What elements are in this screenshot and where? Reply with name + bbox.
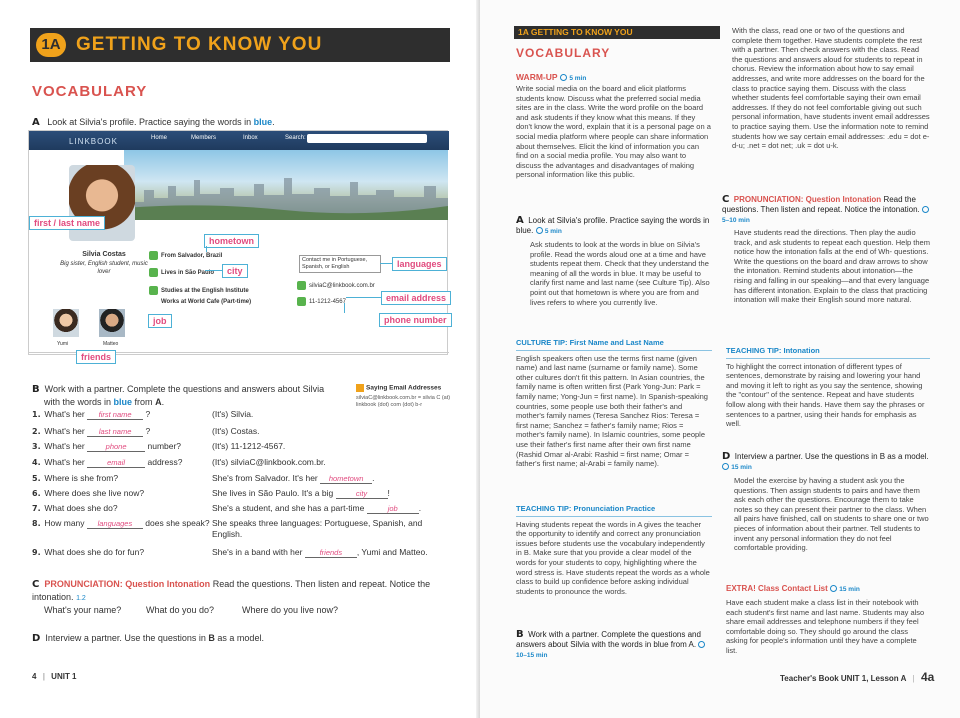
answer-text: She speaks three languages: Portuguese, Spanish, and English.	[212, 518, 423, 539]
c-notes: Have students read the directions. Then play the audio track, and ask students to repeat each question. Help them notice how the intonation falls at the end of Wh- questions. Write the questions on the board and draw arrows to show the intonation. Remind students about intonation—the rising and falling in our speaking—and that every language has different intonation. Explain to the class that practicing intonation will make their English sound more natural.	[734, 228, 930, 305]
answer-blank[interactable]: city	[336, 489, 388, 499]
friend-name-yumi: Yumi	[57, 341, 69, 347]
profile-nav-bar	[29, 131, 449, 150]
section-a-instruction: A Look at Silvia's profile. Practice saying the words in blue.	[32, 117, 275, 128]
email-tip-title: Saying Email Addresses	[356, 384, 452, 392]
answer-text: (It's) silviaC@linkbook.com.br.	[212, 457, 326, 467]
answer-blank[interactable]: last name	[87, 427, 143, 437]
clock-icon	[722, 463, 729, 470]
question-row: 7. What does she do? She's a student, and she has a part-time job .	[32, 503, 452, 514]
audio-icon[interactable]: 1.2	[76, 595, 86, 602]
tag-languages: languages	[392, 257, 447, 271]
answer-blank[interactable]: languages	[87, 519, 143, 529]
lesson-title: GETTING TO KNOW YOU	[76, 34, 323, 55]
linkbook-logo: LINKBOOK	[69, 137, 118, 146]
section-b-instruction: B Work with a partner. Complete the questions and answers about Silvia with the words in blue from A.	[32, 384, 325, 407]
question-row: 6. Where does she live now? She lives in São Paulo. It's a big city !	[32, 488, 452, 499]
clock-icon	[560, 74, 567, 81]
profile-lives: Lives in São Paulo	[149, 268, 214, 277]
culture-tip-heading: CULTURE TIP: First Name and Last Name	[516, 338, 712, 351]
pronunciation-tip-text: Having students repeat the words in A gives the teacher the opportunity to identify and correct any pronunciation issues before students use the vocabulary independently in B. Make sure that you provide a clear model of the words for your students to copy, highlighting where the word stress is. Have students repeat the words as a whole class to build up confidence before asking individual students to pronounce the words.	[516, 519, 710, 596]
nav-home[interactable]: Home	[151, 135, 168, 141]
clock-icon	[922, 206, 929, 213]
culture-tip-text: English speakers often use the terms first name (given name) and last name (surname or family name). Some other cultures don't fit this pattern. In Asian countries, the family name is often written first (Park Yong-Jun: Park = family name; Yong-Jun = first name). In Spanish-speaking countries, some people use both their father's and mother's family names (Teresa Sanchez Rios: Teresa = first name; Sanchez = father's family name; Rios = mother's family name). In Islamic countries, some people use their father's first name after their own first name (Rashid Omar al-Arabi: Rashid = first name; Omar = father's first name; al-Arabi = family name).	[516, 353, 708, 469]
location-icon	[149, 268, 158, 277]
question-row: 3. What's her phone number? (It's) 11-1212-4567.	[32, 441, 452, 452]
tag-first-last-name: first / last name	[29, 216, 105, 230]
profile-from: From Salvador, Brazil	[149, 251, 222, 260]
section-c-instruction: C PRONUNCIATION: Question Intonation Read the questions. Then listen and repeat. Notice the intonation. 1.2	[32, 579, 431, 602]
pronunciation-tip	[516, 504, 712, 596]
info-icon	[356, 384, 364, 392]
profile-name: Silvia Costas	[82, 251, 126, 258]
clock-icon	[830, 585, 837, 592]
right-lesson-banner: 1A GETTING TO KNOW YOU	[514, 26, 720, 39]
right-vocab-heading: VOCABULARY	[516, 46, 611, 60]
tag-friends: friends	[76, 350, 116, 364]
a-heading: A Look at Silvia's profile. Practice saying the words in blue. 5 min	[516, 215, 710, 235]
friend-photo-yumi	[53, 309, 79, 337]
book-label: Teacher's Book UNIT 1, Lesson A	[780, 674, 907, 683]
question-row: 9. What does she do for fun? She's in a band with her friends , Yumi and Matteo.	[32, 547, 452, 558]
vocabulary-heading: VOCABULARY	[32, 83, 148, 100]
mail-icon	[297, 281, 306, 290]
answer-blank[interactable]: job	[367, 504, 419, 514]
answer-text: She lives in São Paulo. It's a big city !	[212, 488, 390, 498]
tag-email-address: email address	[381, 291, 451, 305]
intonation-tip-heading: TEACHING TIP: Intonation	[726, 346, 930, 359]
tag-city: city	[222, 264, 248, 278]
home-icon	[149, 251, 158, 260]
question-row: 8. How many languages does she speak? She speaks three languages: Portuguese, Spanish, and English.	[32, 518, 452, 529]
answer-blank[interactable]: phone	[87, 442, 145, 452]
question-row: 4. What's her email address? (It's) silviaC@linkbook.com.br.	[32, 457, 452, 468]
profile-bio: Big sister, English student, music lover	[60, 261, 148, 275]
clock-icon	[536, 227, 543, 234]
question-row: 2. What's her last name ? (It's) Costas.	[32, 426, 452, 437]
d-heading: D Interview a partner. Use the questions in B as a model. 15 min	[722, 451, 929, 471]
answer-blank[interactable]: email	[87, 458, 145, 468]
culture-tip	[516, 338, 712, 469]
clock-icon	[698, 641, 705, 648]
nav-search-label: Search:	[285, 135, 306, 141]
skyline-banner	[124, 150, 448, 220]
tag-job: job	[148, 314, 172, 328]
page-number-right: 4a	[920, 670, 935, 684]
tag-hometown: hometown	[204, 234, 259, 248]
question-row: 1. What's her first name ? (It's) Silvia.	[32, 409, 452, 420]
answer-blank[interactable]: hometown	[320, 474, 372, 484]
profile-works: Works at World Cafe (Part-time)	[161, 299, 252, 305]
school-icon	[149, 286, 158, 295]
c-heading: C PRONUNCIATION: Question Intonation Read the questions. Then listen and repeat. Notice the intonation. 5–10 min	[722, 195, 930, 226]
email-tip-box	[356, 384, 452, 409]
answer-text: (It's) Silvia.	[212, 409, 254, 419]
profile-studies: Studies at the English Institute	[149, 286, 249, 295]
section-d-instruction: D Interview a partner. Use the questions in B as a model.	[32, 633, 264, 644]
pronunciation-tip-heading: TEACHING TIP: Pronunciation Practice	[516, 504, 712, 517]
profile-phone: 11-1212-4567	[297, 297, 346, 306]
page-number-left: 4	[32, 672, 37, 681]
answer-text: She's from Salvador. It's her hometown .	[212, 473, 375, 483]
answer-blank[interactable]: first name	[87, 410, 143, 420]
answer-text: She's a student, and she has a part-time job .	[212, 503, 422, 513]
email-tip-text: silviaC@linkbook.com.br = silvia C (at) linkbook (dot) com (dot) b-r	[356, 395, 451, 408]
answer-text: She's in a band with her friends , Yumi and Matteo.	[212, 547, 428, 557]
d-notes: Model the exercise by having a student ask you the questions. Then assign students to pairs and have them ask each other the questions. Encourage them to take notes so they can present their partner to the class. When all pairs have finished, call on students to share one or two pieces of information about their partner. Tell students to invent any personal information they do not feel comfortable providing.	[734, 476, 929, 553]
profile-contact: Contact me in Portuguese, Spanish, or English	[299, 255, 381, 273]
lesson-badge: 1A	[36, 33, 66, 57]
b-heading: B Work with a partner. Complete the questions and answers about Silvia with the words in blue from A. 10–15 min	[516, 630, 712, 661]
extra-text: Have each student make a class list in their notebook with each student's first name and last name. Students may also share email addresses and telephone numbers if they feel comfortable doing so. They should go around the class asking for people's information until they have a complete list.	[726, 598, 925, 655]
left-footer: 4 | UNIT 1	[32, 672, 77, 681]
right-footer: Teacher's Book UNIT 1, Lesson A | 4a	[780, 670, 935, 684]
extra-heading: EXTRA! Class Contact List 15 min	[726, 584, 860, 593]
phone-icon	[297, 297, 306, 306]
search-input[interactable]	[307, 134, 427, 143]
warmup-text: Write social media on the board and elicit platforms students know. Discuss what the preferred social media sites are in the class. Write the word profile on the board and ask students if they know what this means. If they don't know the word, explain that it is a personal page on a social media platform where people can share information about themselves. Elicit the kind of information you can find on a social media profile. You may also want to discuss the advantages and disadvantages of making personal information like this public.	[516, 84, 711, 180]
tag-phone-number: phone number	[379, 313, 452, 327]
answer-blank[interactable]: friends	[305, 548, 357, 558]
profile-email: silviaC@linkbook.com.br	[297, 281, 375, 290]
teacher-book-page	[480, 0, 960, 718]
question-row: 5. Where is she from? She's from Salvador. It's her hometown .	[32, 473, 452, 484]
warmup-heading: WARM-UP 5 min	[516, 72, 587, 82]
c-question-1: What's your name?	[44, 605, 122, 615]
intonation-tip-text: To highlight the correct intonation of different types of sentences, demonstrate by raising and lowering your hand and moving it left to right as you say the sentence, showing the "contour" of the sentence. Repeat and have students follow along with their hands. Have them say the phrases or sentences to a partner, using their hands for emphasis as well.	[726, 361, 925, 429]
friend-name-matteo: Matteo	[103, 341, 119, 347]
a-notes: Ask students to look at the words in blue on Silvia's profile. Read the words aloud one at a time and have students repeat them. Check that they understand the meaning of all the words in blue. It may be useful to clarify first name and last name (see Culture Tip). Also point out that hometown is where you are from and lives refers to where you currently live.	[530, 240, 710, 307]
friend-photo-matteo	[99, 309, 125, 337]
unit-label: UNIT 1	[51, 672, 77, 681]
b-notes-continued: With the class, read one or two of the questions and complete them together. Have students complete the rest with a partner. Then check answers with the class. Read the questions and answers aloud for students to repeat in chorus. Review the information about how to say email addresses, and write more addresses on the board for the class to practice saying them. Discuss with the class whether students feel comfortable saying their own email addresses. If they do not feel comfortable giving out such personal information, have students invent email addresses to practice saying them. Use the information note to remind students how we say certain email addresses: .edu = dot e-d-u; .net = dot net; .uk = dot u-k.	[732, 26, 930, 151]
c-question-3: Where do you live now?	[242, 605, 339, 615]
c-question-2: What do you do?	[146, 605, 215, 615]
nav-members[interactable]: Members	[191, 135, 217, 141]
nav-inbox[interactable]: Inbox	[243, 135, 258, 141]
intonation-tip	[726, 346, 930, 429]
answer-text: (It's) 11-1212-4567.	[212, 441, 286, 451]
answer-text: (It's) Costas.	[212, 426, 260, 436]
